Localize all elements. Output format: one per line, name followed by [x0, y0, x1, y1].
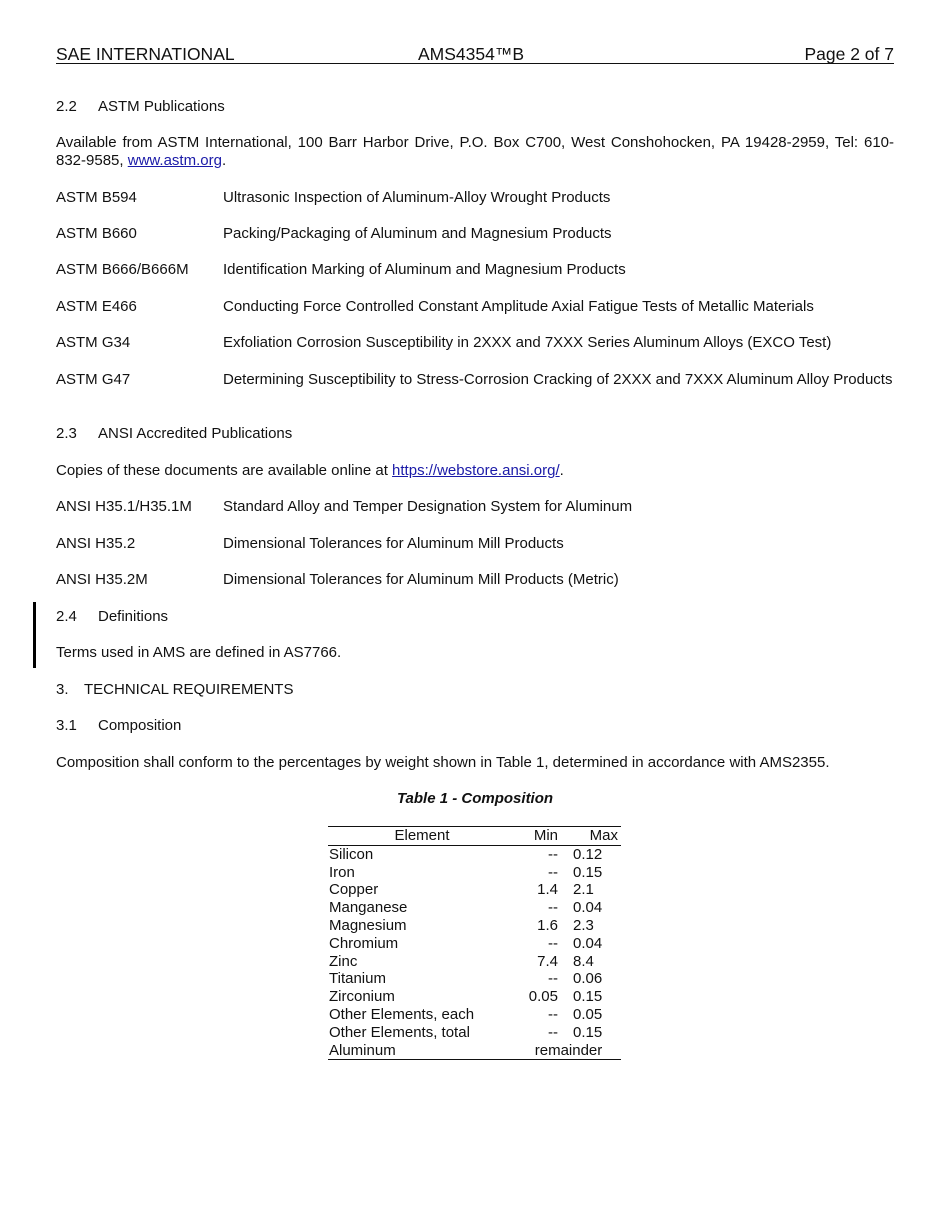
table-header-row: [328, 827, 621, 846]
header-org: SAE INTERNATIONAL: [56, 44, 235, 64]
header-rule: [56, 63, 894, 64]
astm-intro-text: Available from ASTM International, 100 Barr Harbor Drive, P.O. Box C700, West Conshohocken, PA 19428-2959, Tel: 610-832-9585,: [56, 134, 894, 169]
table-row: [328, 935, 621, 953]
element-cell: Zinc: [329, 952, 358, 970]
header-page-number: Page 2 of 7: [804, 44, 894, 64]
section-2-3-heading: [56, 425, 292, 442]
ref-code: ASTM G47: [56, 371, 131, 388]
section-title: Definitions: [98, 608, 169, 625]
ref-code: ASTM G34: [56, 334, 131, 351]
table-row: [328, 845, 621, 863]
table-row: [328, 1024, 621, 1042]
section-3-heading: [56, 681, 293, 698]
ref-title: Determining Susceptibility to Stress-Corrosion Cracking of 2XXX and 7XXX Aluminum Alloy Products: [223, 371, 893, 388]
section-2-4-heading: [56, 608, 168, 625]
ref-code: ASTM B594: [56, 189, 137, 206]
section-3-1-heading: [56, 717, 181, 734]
min-cell: 0.05: [528, 988, 558, 1006]
max-cell: 0.15: [573, 1023, 603, 1041]
astm-intro-end: .: [221, 152, 227, 169]
max-cell: 0.06: [573, 970, 603, 988]
max-cell: 0.05: [573, 1005, 603, 1023]
element-cell: Other Elements, total: [329, 1023, 470, 1041]
ref-code: ANSI H35.1/H35.1M: [56, 498, 192, 515]
section-number: 2.4: [56, 608, 77, 625]
astm-intro-paragraph: [56, 134, 894, 170]
ansi-intro-text: Copies of these documents are available online at: [56, 462, 393, 479]
ref-title: Standard Alloy and Temper Designation System for Aluminum: [223, 498, 633, 515]
ref-code: ANSI H35.2: [56, 535, 136, 552]
section-title: ANSI Accredited Publications: [98, 425, 293, 442]
min-cell: --: [548, 970, 558, 988]
table-row: [328, 970, 621, 988]
ref-code: ANSI H35.2M: [56, 571, 148, 588]
ref-code: ASTM E466: [56, 298, 137, 315]
min-cell: --: [548, 1023, 558, 1041]
section-number: 2.2: [56, 98, 77, 115]
element-cell: Aluminum: [328, 1042, 516, 1060]
table-row: [328, 953, 621, 971]
element-cell: Manganese: [329, 899, 408, 917]
ansi-link[interactable]: https://webstore.ansi.org/: [392, 462, 560, 479]
max-cell: 0.04: [573, 934, 603, 952]
remainder-cell: remainder: [516, 1042, 621, 1060]
header-max: Max: [558, 827, 621, 846]
max-cell: 2.1: [573, 881, 594, 899]
min-cell: --: [548, 899, 558, 917]
section-title: TECHNICAL REQUIREMENTS: [84, 681, 294, 698]
ref-title: Ultrasonic Inspection of Aluminum-Alloy Wrought Products: [223, 189, 611, 206]
table-row: [328, 917, 621, 935]
revision-change-bar: [33, 602, 36, 668]
header-element: Element: [328, 827, 516, 846]
element-cell: Copper: [329, 881, 379, 899]
header-min: Min: [516, 827, 558, 846]
table-row: [328, 881, 621, 899]
ref-title: Exfoliation Corrosion Susceptibility in 2XXX and 7XXX Series Aluminum Alloys (EXCO Test): [223, 334, 832, 351]
astm-link[interactable]: www.astm.org: [127, 152, 222, 169]
ansi-intro-end: .: [559, 462, 564, 479]
section-title: Composition: [98, 717, 182, 734]
ref-title: Dimensional Tolerances for Aluminum Mill Products: [223, 535, 564, 552]
ref-title: Dimensional Tolerances for Aluminum Mill Products (Metric): [223, 571, 619, 588]
element-cell: Zirconium: [329, 988, 395, 1006]
min-cell: 7.4: [537, 952, 558, 970]
section-number: 2.3: [56, 425, 77, 442]
max-cell: 0.12: [573, 845, 603, 863]
table-row: [328, 899, 621, 917]
ref-title: Identification Marking of Aluminum and Magnesium Products: [223, 261, 626, 278]
max-cell: 0.15: [573, 863, 603, 881]
table-row-aluminum: [328, 1042, 621, 1060]
definitions-text: Terms used in AMS are defined in AS7766.: [56, 644, 342, 661]
table-row: [328, 1006, 621, 1024]
ref-code: ASTM B666/B666M: [56, 261, 189, 278]
element-cell: Titanium: [329, 970, 386, 988]
min-cell: 1.6: [537, 916, 558, 934]
min-cell: --: [548, 845, 558, 863]
composition-table: [328, 826, 621, 1060]
header-doc-number: AMS4354™B: [418, 44, 525, 64]
ref-title: Packing/Packaging of Aluminum and Magnesium Products: [223, 225, 612, 242]
min-cell: 1.4: [537, 881, 558, 899]
element-cell: Silicon: [329, 845, 374, 863]
max-cell: 2.3: [573, 916, 594, 934]
section-number: 3.: [56, 681, 69, 698]
section-number: 3.1: [56, 717, 77, 734]
table-caption: Table 1 - Composition: [396, 790, 554, 807]
section-title: ASTM Publications: [98, 98, 225, 115]
max-cell: 8.4: [573, 952, 594, 970]
composition-text: Composition shall conform to the percentages by weight shown in Table 1, determined in accordance with AMS2355.: [56, 754, 830, 771]
ref-code: ASTM B660: [56, 225, 137, 242]
element-cell: Other Elements, each: [329, 1005, 475, 1023]
element-cell: Chromium: [329, 934, 399, 952]
section-2-2-heading: [56, 98, 225, 115]
min-cell: --: [548, 934, 558, 952]
max-cell: 0.15: [573, 988, 603, 1006]
element-cell: Iron: [329, 863, 355, 881]
table-row: [328, 864, 621, 882]
min-cell: --: [548, 863, 558, 881]
max-cell: 0.04: [573, 899, 603, 917]
table-row: [328, 988, 621, 1006]
ansi-intro-paragraph: [56, 462, 894, 480]
min-cell: --: [548, 1005, 558, 1023]
element-cell: Magnesium: [329, 916, 407, 934]
ref-title: Conducting Force Controlled Constant Amplitude Axial Fatigue Tests of Metallic Materials: [223, 298, 814, 315]
